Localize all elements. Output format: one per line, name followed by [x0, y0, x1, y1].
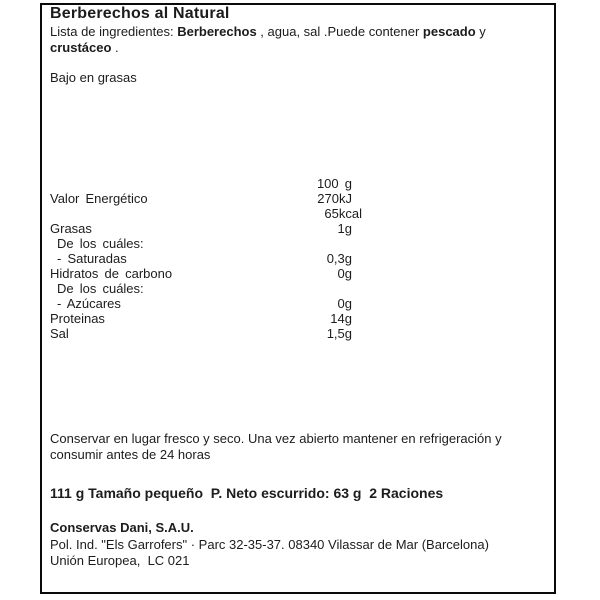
nutrition-row-fat [50, 221, 352, 236]
ingredients-text [50, 24, 512, 55]
low-fat-claim: Bajo en grasas [50, 70, 137, 85]
nutrient-value: 0,3g [326, 251, 352, 266]
nutrition-row-carbohydrate [50, 266, 352, 281]
nutrition-row-saturates [50, 251, 352, 266]
nutrition-row-of-which-fat [50, 236, 352, 251]
nutrition-row-salt [50, 326, 352, 341]
nutrition-row-energy [50, 191, 352, 206]
nutrient-value: 14g [330, 311, 352, 326]
storage-instructions: Conservar en lugar fresco y seco. Una vez abierto mantener en refrigeración y consumir antes de 24 horas [50, 431, 502, 462]
nutrient-value: 270kJ [317, 191, 352, 206]
nutrient-label: Valor Energético [50, 191, 148, 206]
ingredients-tail: . [111, 39, 119, 55]
nutrient-value: 1g [337, 221, 352, 236]
nutrition-row-sugars [50, 296, 352, 311]
ingredients-lead: Lista de ingredientes: [50, 24, 178, 39]
nutrient-value: 0g [337, 266, 352, 281]
nutrient-label: Proteinas [50, 311, 105, 326]
nutrient-label: - Azúcares [57, 296, 121, 311]
nutrition-row-protein [50, 311, 352, 326]
product-label-box [40, 3, 556, 594]
nutrition-row-of-which-carb [50, 281, 352, 296]
ingredients-mid2: y [475, 24, 490, 39]
nutrient-value: 1,5g [326, 326, 352, 341]
nutrition-column-header: 100 g [316, 176, 352, 191]
nutrition-table [50, 176, 362, 341]
origin-line: Unión Europea, LC 021 [50, 553, 190, 568]
ingredient-berberechos: Berberechos [177, 24, 257, 39]
nutrient-value: 65kcal [324, 206, 362, 221]
ingredients-mid1: , agua, sal .Puede contener [256, 24, 423, 39]
manufacturer-address: Pol. Ind. "Els Garrofers" · Parc 32-35-37. 08340 Vilassar de Mar (Barcelona) [50, 536, 489, 552]
allergen-pescado: pescado [422, 24, 476, 39]
allergen-crustaceo: crustáceo [50, 39, 112, 55]
net-weight-line: 111 g Tamaño pequeño P. Neto escurrido: 63 g 2 Raciones [50, 485, 444, 501]
nutrition-row-energy-kcal [50, 206, 362, 221]
nutrient-label: Hidratos de carbono [50, 266, 173, 281]
nutrient-label: Sal [50, 326, 69, 341]
nutrient-label: De los cuáles: [57, 281, 144, 296]
manufacturer-name: Conservas Dani, S.A.U. [50, 520, 194, 535]
product-title: Berberechos al Natural [50, 5, 230, 22]
nutrient-label: - Saturadas [57, 251, 127, 266]
manufacturer-block [50, 520, 546, 570]
nutrient-value: 0g [337, 296, 352, 311]
nutrient-label: Grasas [50, 221, 92, 236]
nutrient-label: De los cuáles: [57, 236, 144, 251]
